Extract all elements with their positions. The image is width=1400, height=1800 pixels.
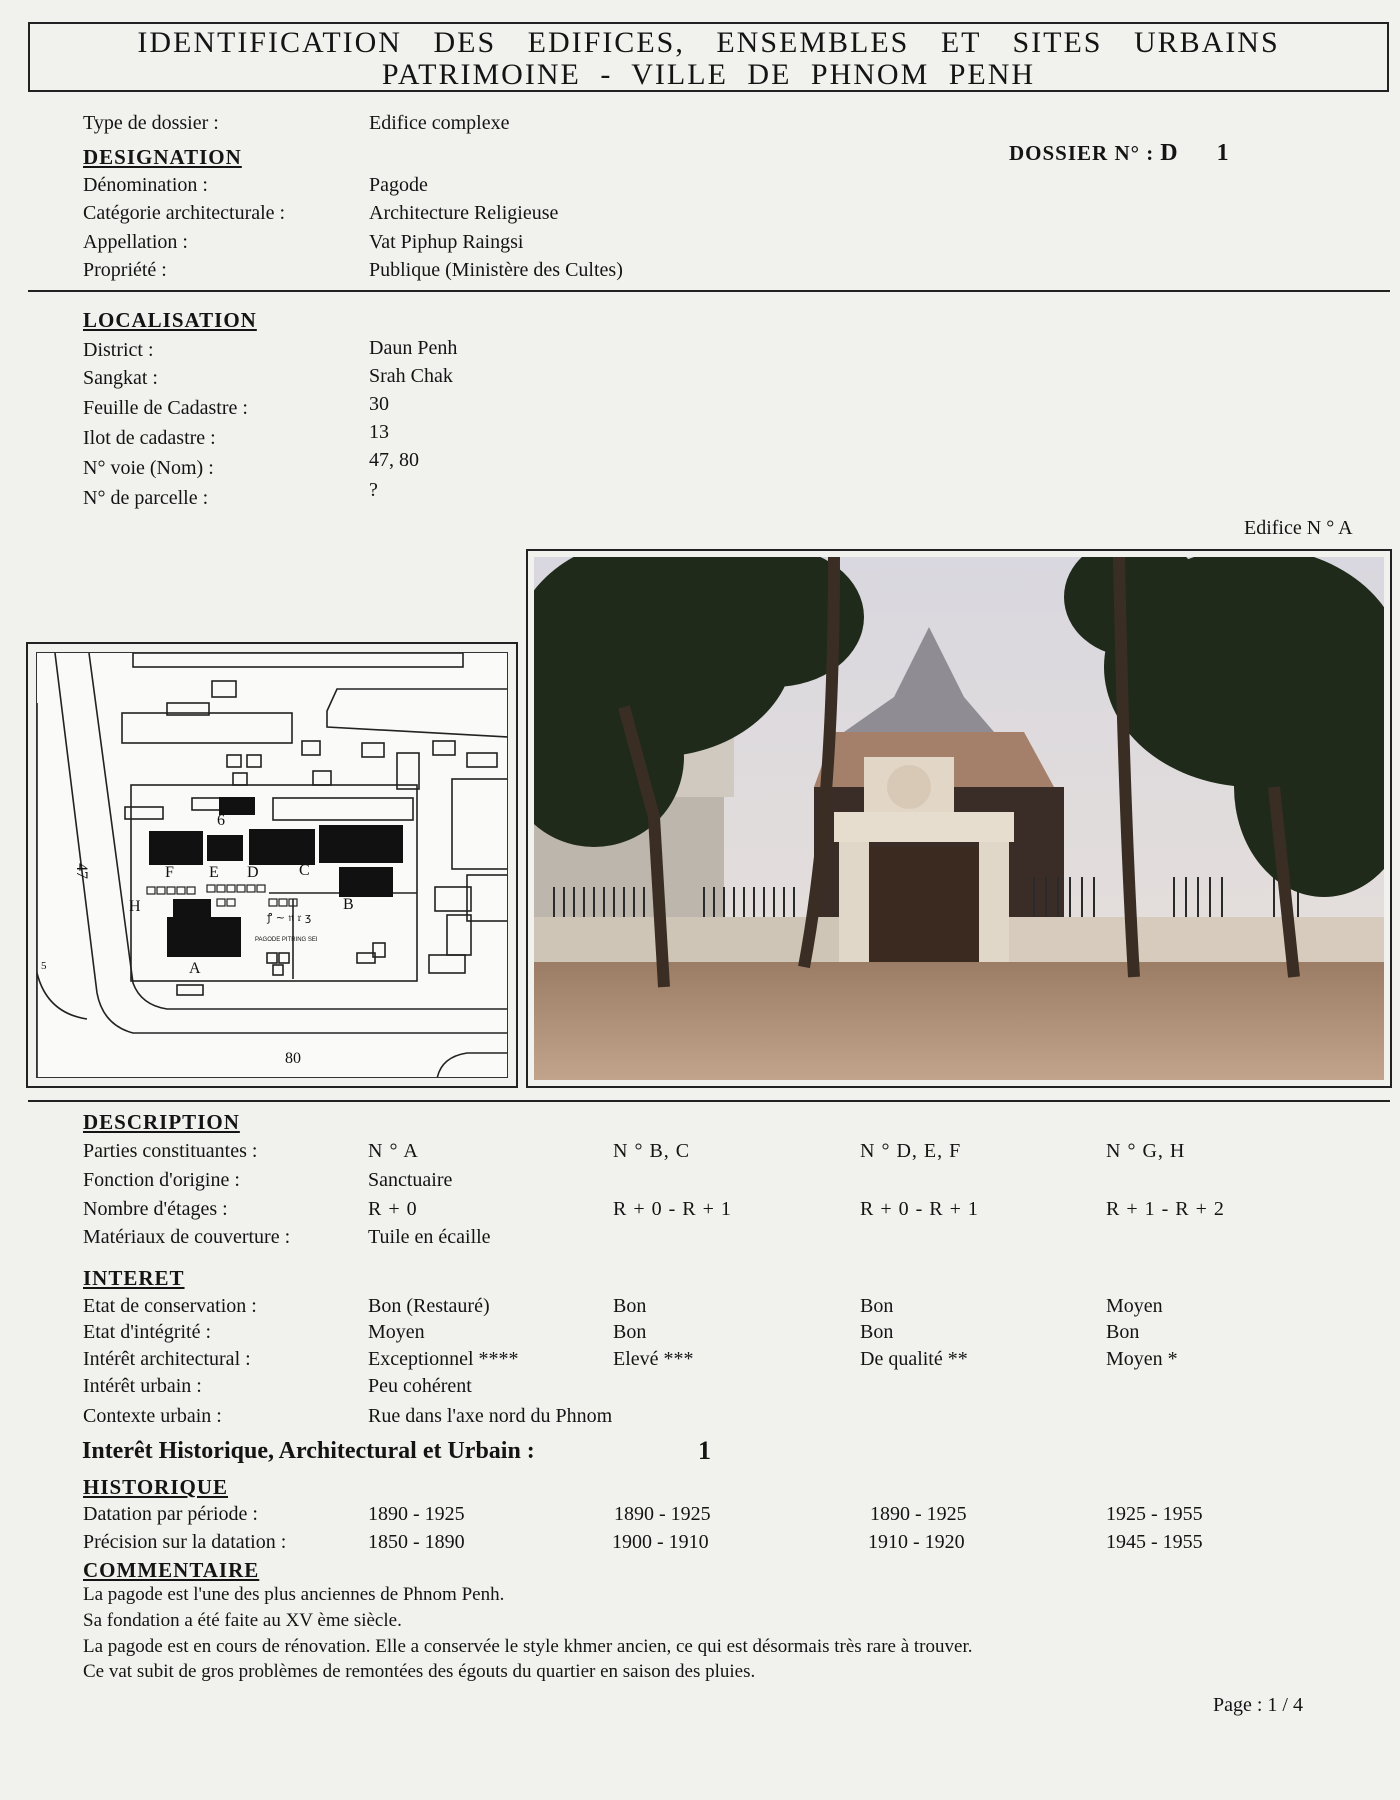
map-label-a: A [189, 960, 201, 977]
type-dossier-label: Type de dossier : [83, 112, 219, 134]
interet-cell: De qualité ** [860, 1348, 968, 1370]
building-photo [534, 557, 1384, 1080]
interet-cell: Rue dans l'axe nord du Phnom [368, 1405, 613, 1427]
map-label-h: H [129, 898, 141, 915]
description-cell: R + 0 - R + 1 [860, 1198, 979, 1220]
localisation-value: ? [369, 479, 378, 501]
designation-value: Vat Piphup Raingsi [369, 231, 524, 253]
description-cell: N ° B, C [613, 1140, 691, 1162]
interet-cell: Bon [860, 1295, 894, 1317]
dossier-letter: D [1160, 140, 1179, 166]
interet-cell: Bon [860, 1321, 894, 1343]
dossier-number [1009, 140, 1230, 167]
interet-label: Intérêt architectural : [83, 1348, 251, 1370]
description-label: Parties constituantes : [83, 1140, 258, 1162]
historique-cell: 1925 - 1955 [1106, 1503, 1203, 1525]
interet-global-label: Interêt Historique, Architectural et Urbain : [82, 1438, 535, 1464]
historique-label: Datation par période : [83, 1503, 258, 1525]
historique-cell: 1945 - 1955 [1106, 1531, 1203, 1553]
localisation-value: 13 [369, 421, 389, 443]
description-cell: R + 0 - R + 1 [613, 1198, 732, 1220]
designation-value: Pagode [369, 174, 428, 196]
interet-cell: Elevé *** [613, 1348, 694, 1370]
map-label-e: E [209, 864, 219, 881]
description-heading: DESCRIPTION [83, 1110, 240, 1134]
svg-text:ꝭ ~ 𝔫 𝔯 ʒ: ꝭ ~ 𝔫 𝔯 ʒ [267, 911, 312, 924]
description-label: Matériaux de couverture : [83, 1226, 291, 1248]
cadastral-map-frame [26, 642, 518, 1088]
commentaire-heading: COMMENTAIRE [83, 1558, 260, 1582]
interet-label: Etat d'intégrité : [83, 1321, 212, 1343]
designation-label: Propriété : [83, 259, 167, 281]
localisation-label: Feuille de Cadastre : [83, 397, 248, 419]
building-photo-frame [526, 549, 1392, 1088]
header-line-2: PATRIMOINE - VILLE DE PHNOM PENH [381, 58, 1036, 91]
interet-cell: Moyen [1106, 1295, 1163, 1317]
interet-cell: Exceptionnel **** [368, 1348, 519, 1370]
localisation-heading: LOCALISATION [83, 308, 257, 332]
localisation-value: 47, 80 [369, 449, 419, 471]
interet-cell: Moyen * [1106, 1348, 1178, 1370]
designation-label: Catégorie architecturale : [83, 202, 286, 224]
interet-global-value: 1 [698, 1436, 711, 1465]
map-street-5: 5 [41, 960, 47, 972]
historique-cell: 1890 - 1925 [614, 1503, 711, 1525]
historique-heading: HISTORIQUE [83, 1475, 228, 1499]
map-label-b: B [343, 896, 354, 913]
localisation-label: N° voie (Nom) : [83, 457, 214, 479]
localisation-label: Sangkat : [83, 367, 158, 389]
description-cell: N ° D, E, F [860, 1140, 962, 1162]
commentaire-line: Ce vat subit de gros problèmes de remontées des égouts du quartier en saison des pluies. [83, 1661, 756, 1682]
map-label-d: D [247, 864, 259, 881]
interet-cell: Peu cohérent [368, 1375, 472, 1397]
map-label-f: F [165, 864, 174, 881]
interet-cell: Bon [613, 1321, 647, 1343]
document-header [28, 22, 1389, 92]
interet-heading: INTERET [83, 1266, 185, 1290]
historique-cell: 1910 - 1920 [868, 1531, 965, 1553]
commentaire-line: Sa fondation a été faite au XV ème siècle. [83, 1610, 402, 1631]
divider [28, 1100, 1390, 1102]
designation-label: Appellation : [83, 231, 188, 253]
map-street-47: 47 [73, 863, 90, 879]
page-number: Page : 1 / 4 [1213, 1694, 1303, 1716]
interet-cell: Moyen [368, 1321, 425, 1343]
designation-label: Dénomination : [83, 174, 208, 196]
historique-cell: 1900 - 1910 [612, 1531, 709, 1553]
description-cell: N ° A [368, 1140, 419, 1162]
historique-cell: 1850 - 1890 [368, 1531, 465, 1553]
dossier-label: DOSSIER N° : [1009, 141, 1155, 165]
localisation-value: Daun Penh [369, 337, 458, 359]
localisation-value: Srah Chak [369, 365, 453, 387]
interet-label: Intérêt urbain : [83, 1375, 202, 1397]
cadastral-map [36, 652, 508, 1078]
description-cell: R + 0 [368, 1198, 418, 1220]
photo-caption: Edifice N ° A [1244, 517, 1353, 539]
designation-value: Architecture Religieuse [369, 202, 559, 224]
map-pagoda-name: PAGODE PITRING SEI [255, 937, 318, 943]
dossier-digit: 1 [1216, 140, 1230, 166]
map-street-80: 80 [285, 1050, 301, 1067]
localisation-value: 30 [369, 393, 389, 415]
historique-label: Précision sur la datation : [83, 1531, 287, 1553]
commentaire-line: La pagode est en cours de rénovation. Elle a conservée le style khmer ancien, ce qui est désormais très rare à trouver. [83, 1636, 973, 1657]
designation-value: Publique (Ministère des Cultes) [369, 259, 623, 281]
interet-label: Contexte urbain : [83, 1405, 222, 1427]
map-label-c: C [299, 862, 310, 879]
designation-heading: DESIGNATION [83, 145, 242, 169]
description-label: Fonction d'origine : [83, 1169, 240, 1191]
historique-cell: 1890 - 1925 [870, 1503, 967, 1525]
description-label: Nombre d'étages : [83, 1198, 228, 1220]
interet-cell: Bon (Restauré) [368, 1295, 490, 1317]
description-cell: Tuile en écaille [368, 1226, 491, 1248]
localisation-label: N° de parcelle : [83, 487, 209, 509]
divider [28, 290, 1390, 292]
type-dossier-value: Edifice complexe [369, 112, 510, 134]
description-cell: Sanctuaire [368, 1169, 453, 1191]
description-cell: N ° G, H [1106, 1140, 1186, 1162]
commentaire-line: La pagode est l'une des plus anciennes de Phnom Penh. [83, 1584, 505, 1605]
interet-cell: Bon [1106, 1321, 1140, 1343]
map-label-g: 6 [217, 812, 225, 829]
localisation-label: District : [83, 339, 154, 361]
description-cell: R + 1 - R + 2 [1106, 1198, 1225, 1220]
interet-cell: Bon [613, 1295, 647, 1317]
interet-label: Etat de conservation : [83, 1295, 257, 1317]
localisation-label: Ilot de cadastre : [83, 427, 216, 449]
header-line-1: IDENTIFICATION DES EDIFICES, ENSEMBLES ET SITES URBAINS [137, 26, 1280, 59]
historique-cell: 1890 - 1925 [368, 1503, 465, 1525]
